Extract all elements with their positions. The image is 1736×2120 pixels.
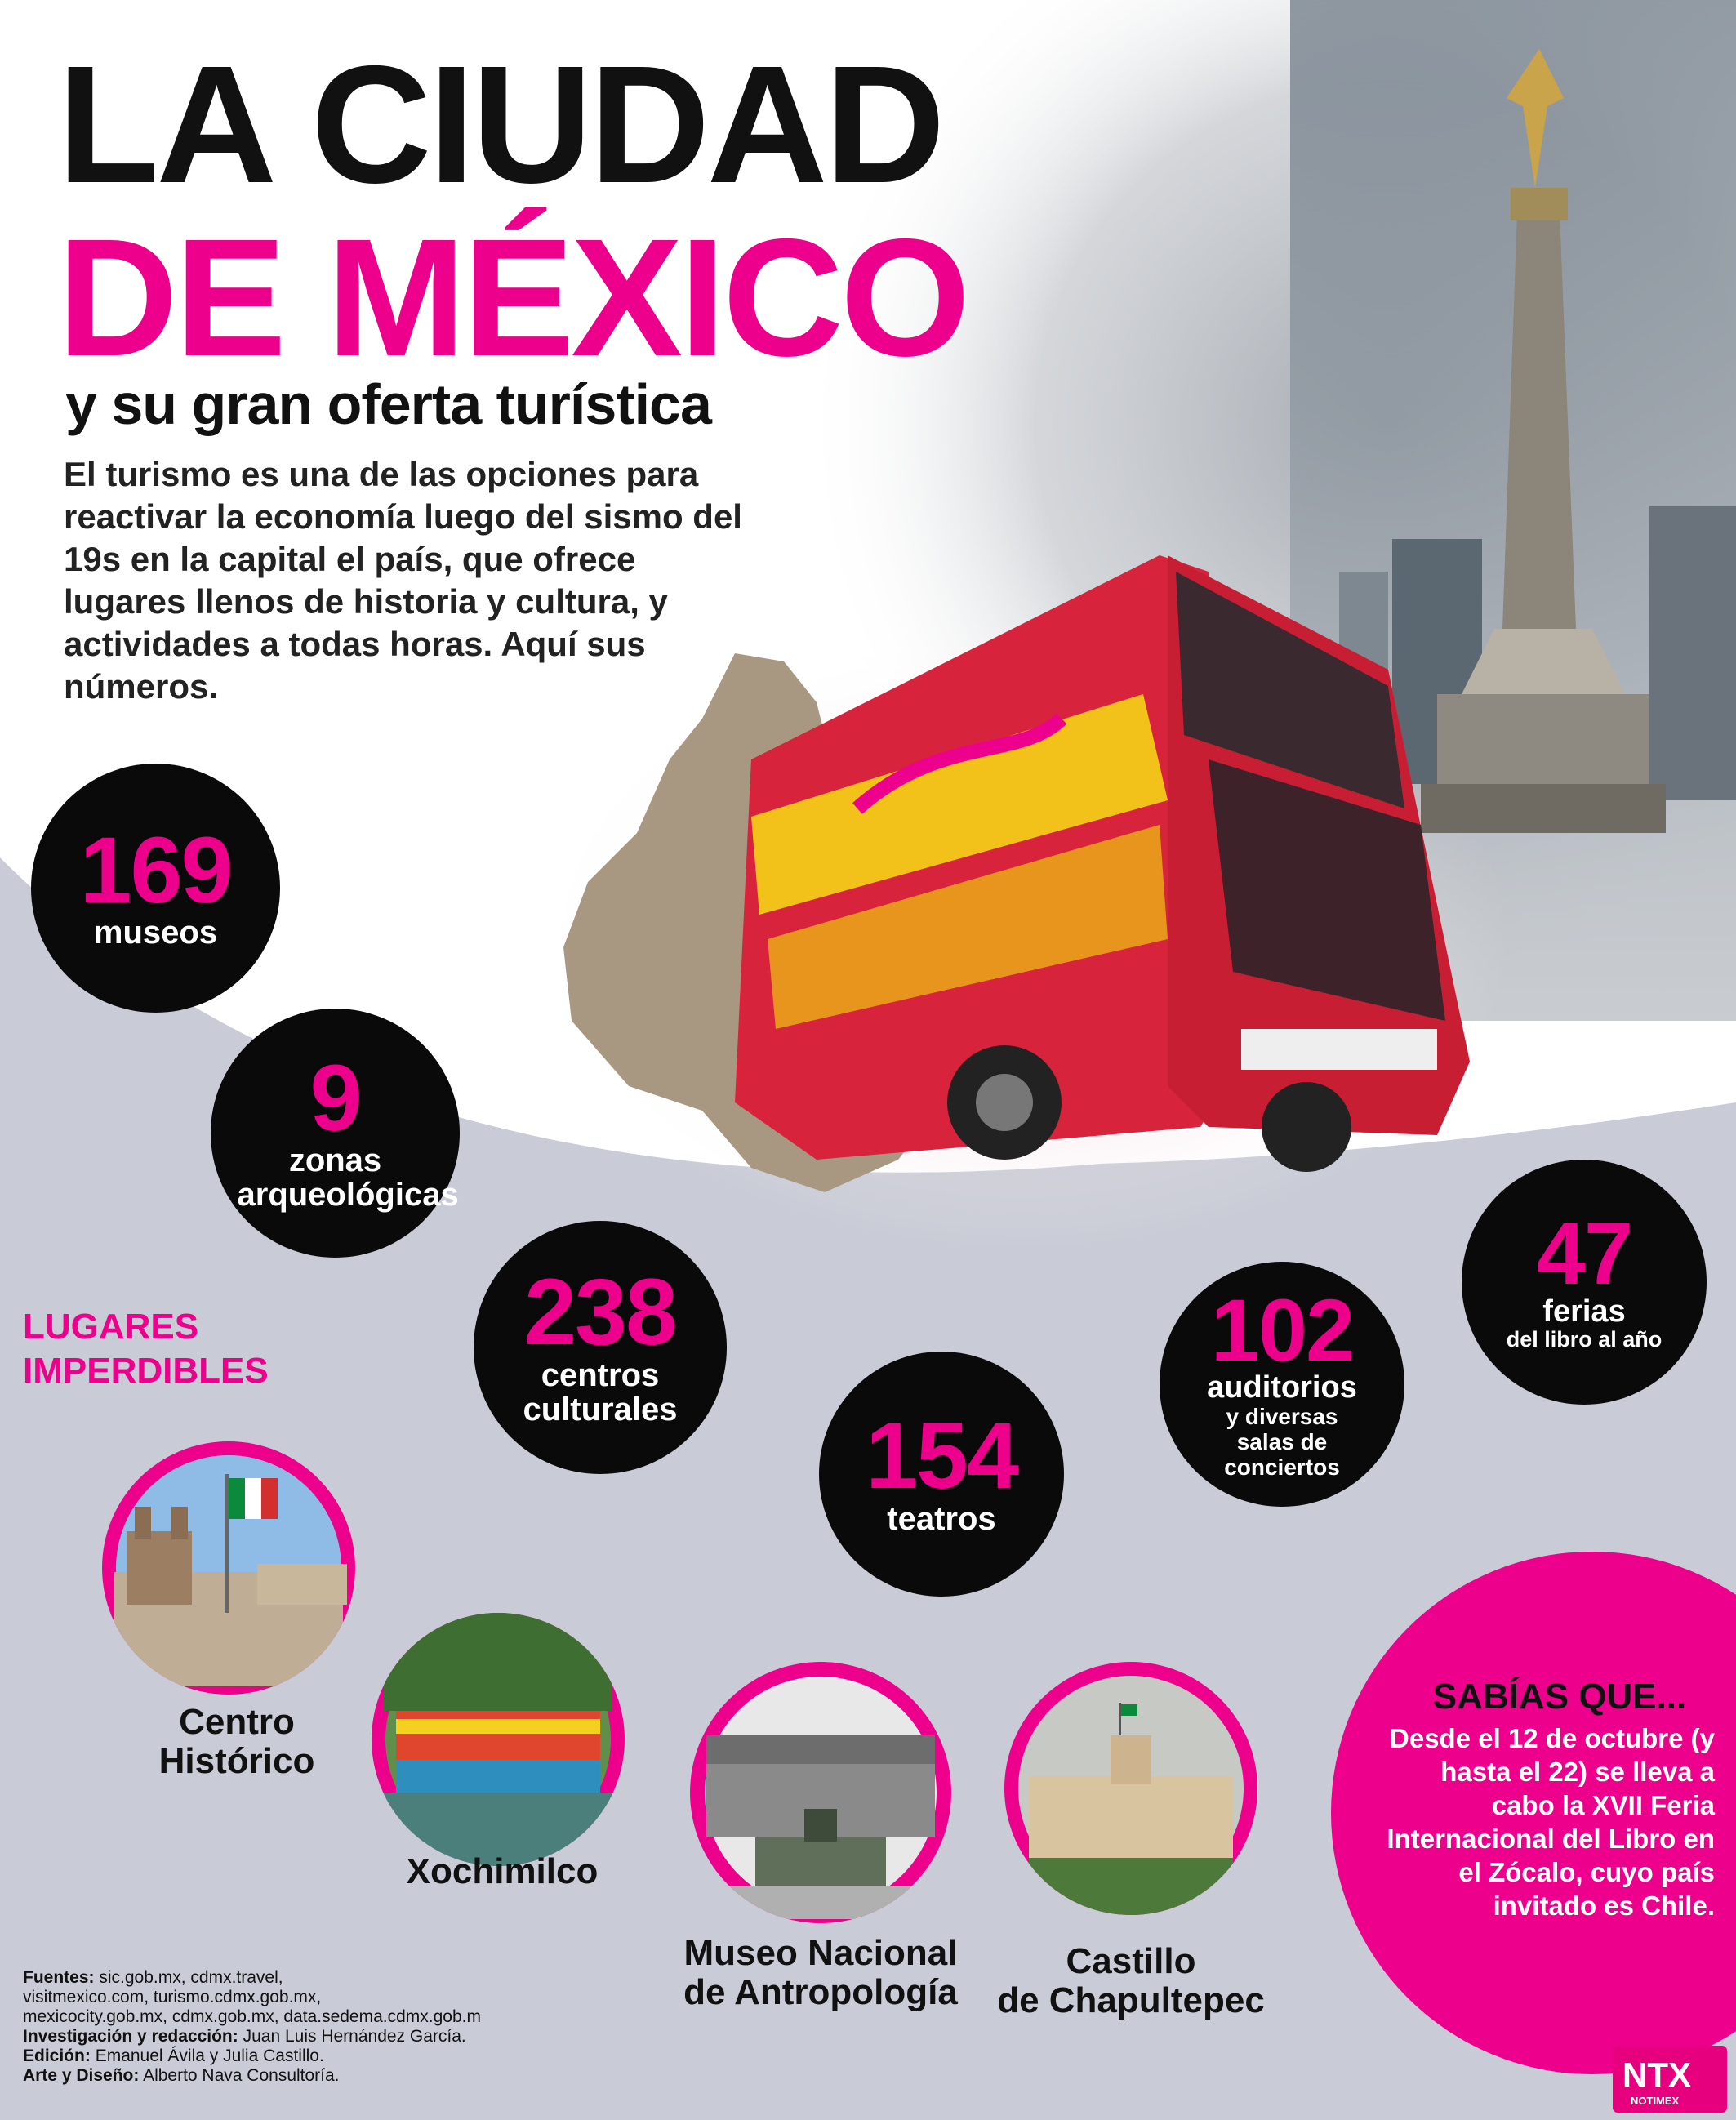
credits-fuentes: [23, 1968, 554, 1988]
stat-teatros: [819, 1352, 1064, 1597]
museo-antropologia-image: [690, 1662, 951, 1923]
stat-number: 9: [309, 1045, 361, 1151]
place-name-line: Museo Nacional: [683, 1933, 958, 1973]
place-name-line: Histórico: [158, 1741, 315, 1781]
credits-arte: [23, 2066, 554, 2086]
place-centro-historico-photo: [102, 1441, 355, 1695]
place-name-line: Xochimilco: [406, 1851, 599, 1891]
stat-ferias: [1462, 1160, 1707, 1405]
place-castillo-chapultepec-label: [968, 1942, 1294, 2020]
intro-text: El turismo es una de las opciones para reactivar la economía luego del sismo del 19s en la capital el país, que ofrece lugares llenos de historia y cultura, y actividades a todas horas. Aquí sus números.: [64, 455, 742, 706]
credits-fuentes-line: sic.gob.mx, cdmx.travel,: [99, 1968, 283, 1987]
place-name-line: de Chapultepec: [997, 1980, 1265, 2020]
place-museo-antropologia-label: [653, 1934, 988, 2012]
place-castillo-chapultepec-photo: [1004, 1662, 1257, 1915]
stat-sub: del libro al año: [1506, 1327, 1663, 1352]
stat-number: 238: [524, 1260, 676, 1365]
sabias-que-text: Desde el 12 de octubre (y hasta el 22) se lleva a cabo la XVII Feria Internacional del Libro en el Zócalo, cuyo país invitado es Chile.: [1387, 1723, 1715, 1921]
credits-edicion-label: Edición:: [23, 2047, 91, 2065]
stat-label: zonas arqueológicas: [237, 1142, 459, 1214]
xochimilco-image: [372, 1613, 625, 1866]
stat-label: teatros: [887, 1500, 996, 1537]
place-xochimilco-label: [380, 1852, 625, 1891]
stat-number: 47: [1536, 1203, 1632, 1303]
credits-arte-value: Alberto Nava Consultoría.: [143, 2066, 340, 2085]
stat-label: centros culturales: [523, 1356, 678, 1427]
credits-arte-label: Arte y Diseño:: [23, 2066, 140, 2085]
stat-zonas: [211, 1009, 460, 1258]
place-museo-antropologia-photo: [690, 1662, 951, 1923]
place-centro-historico-label: [114, 1703, 359, 1781]
place-name-line: de Antropología: [683, 1972, 958, 2012]
stat-centros: [474, 1221, 727, 1474]
svg-text:NTX: NTX: [1622, 2055, 1691, 2094]
svg-text:NOTIMEX: NOTIMEX: [1631, 2095, 1680, 2107]
sabias-que-title: SABÍAS QUE...: [1432, 1677, 1687, 1717]
place-xochimilco-photo: [372, 1613, 625, 1866]
centro-historico-image: [102, 1441, 355, 1695]
stat-number: 169: [79, 817, 232, 923]
credits-edicion: [23, 2047, 554, 2066]
place-name-line: Centro: [179, 1702, 295, 1742]
title-line-2: DE MÉXICO: [57, 204, 968, 391]
title-line-1: LA CIUDAD: [57, 31, 942, 218]
stat-auditorios: [1160, 1262, 1404, 1507]
notimex-logo-icon: [1613, 2046, 1727, 2113]
credits: [23, 1968, 554, 2086]
place-name-line: Castillo: [1066, 1941, 1196, 1981]
credits-investigacion: [23, 2027, 554, 2047]
stat-sub: y diversas salas de conciertos: [1224, 1404, 1340, 1480]
credits-fuentes-label: Fuentes:: [23, 1968, 95, 1987]
building: [1649, 506, 1736, 800]
credits-investigacion-label: Investigación y redacción:: [23, 2027, 238, 2046]
castillo-chapultepec-image: [1004, 1662, 1257, 1915]
stat-label: museos: [93, 915, 218, 951]
stat-museos: [31, 764, 280, 1013]
credits-fuentes-line: visitmexico.com, turismo.cdmx.gob.mx,: [23, 1988, 322, 2006]
stat-label: auditorios: [1207, 1370, 1357, 1405]
lugares-title: [23, 1305, 292, 1393]
stat-label: ferias: [1542, 1294, 1626, 1329]
credits-fuentes-line: mexicocity.gob.mx, cdmx.gob.mx, data.sedema.cdmx.gob.m: [23, 2007, 481, 2026]
stat-number: 102: [1210, 1280, 1354, 1379]
credits-investigacion-value: Juan Luis Hernández García.: [243, 2027, 466, 2046]
stat-number: 154: [866, 1404, 1017, 1509]
credits-edicion-value: Emanuel Ávila y Julia Castillo.: [95, 2047, 324, 2065]
lugares-title-text: LUGARES IMPERDIBLES: [23, 1307, 269, 1391]
subtitle: y su gran oferta turística: [65, 372, 711, 436]
